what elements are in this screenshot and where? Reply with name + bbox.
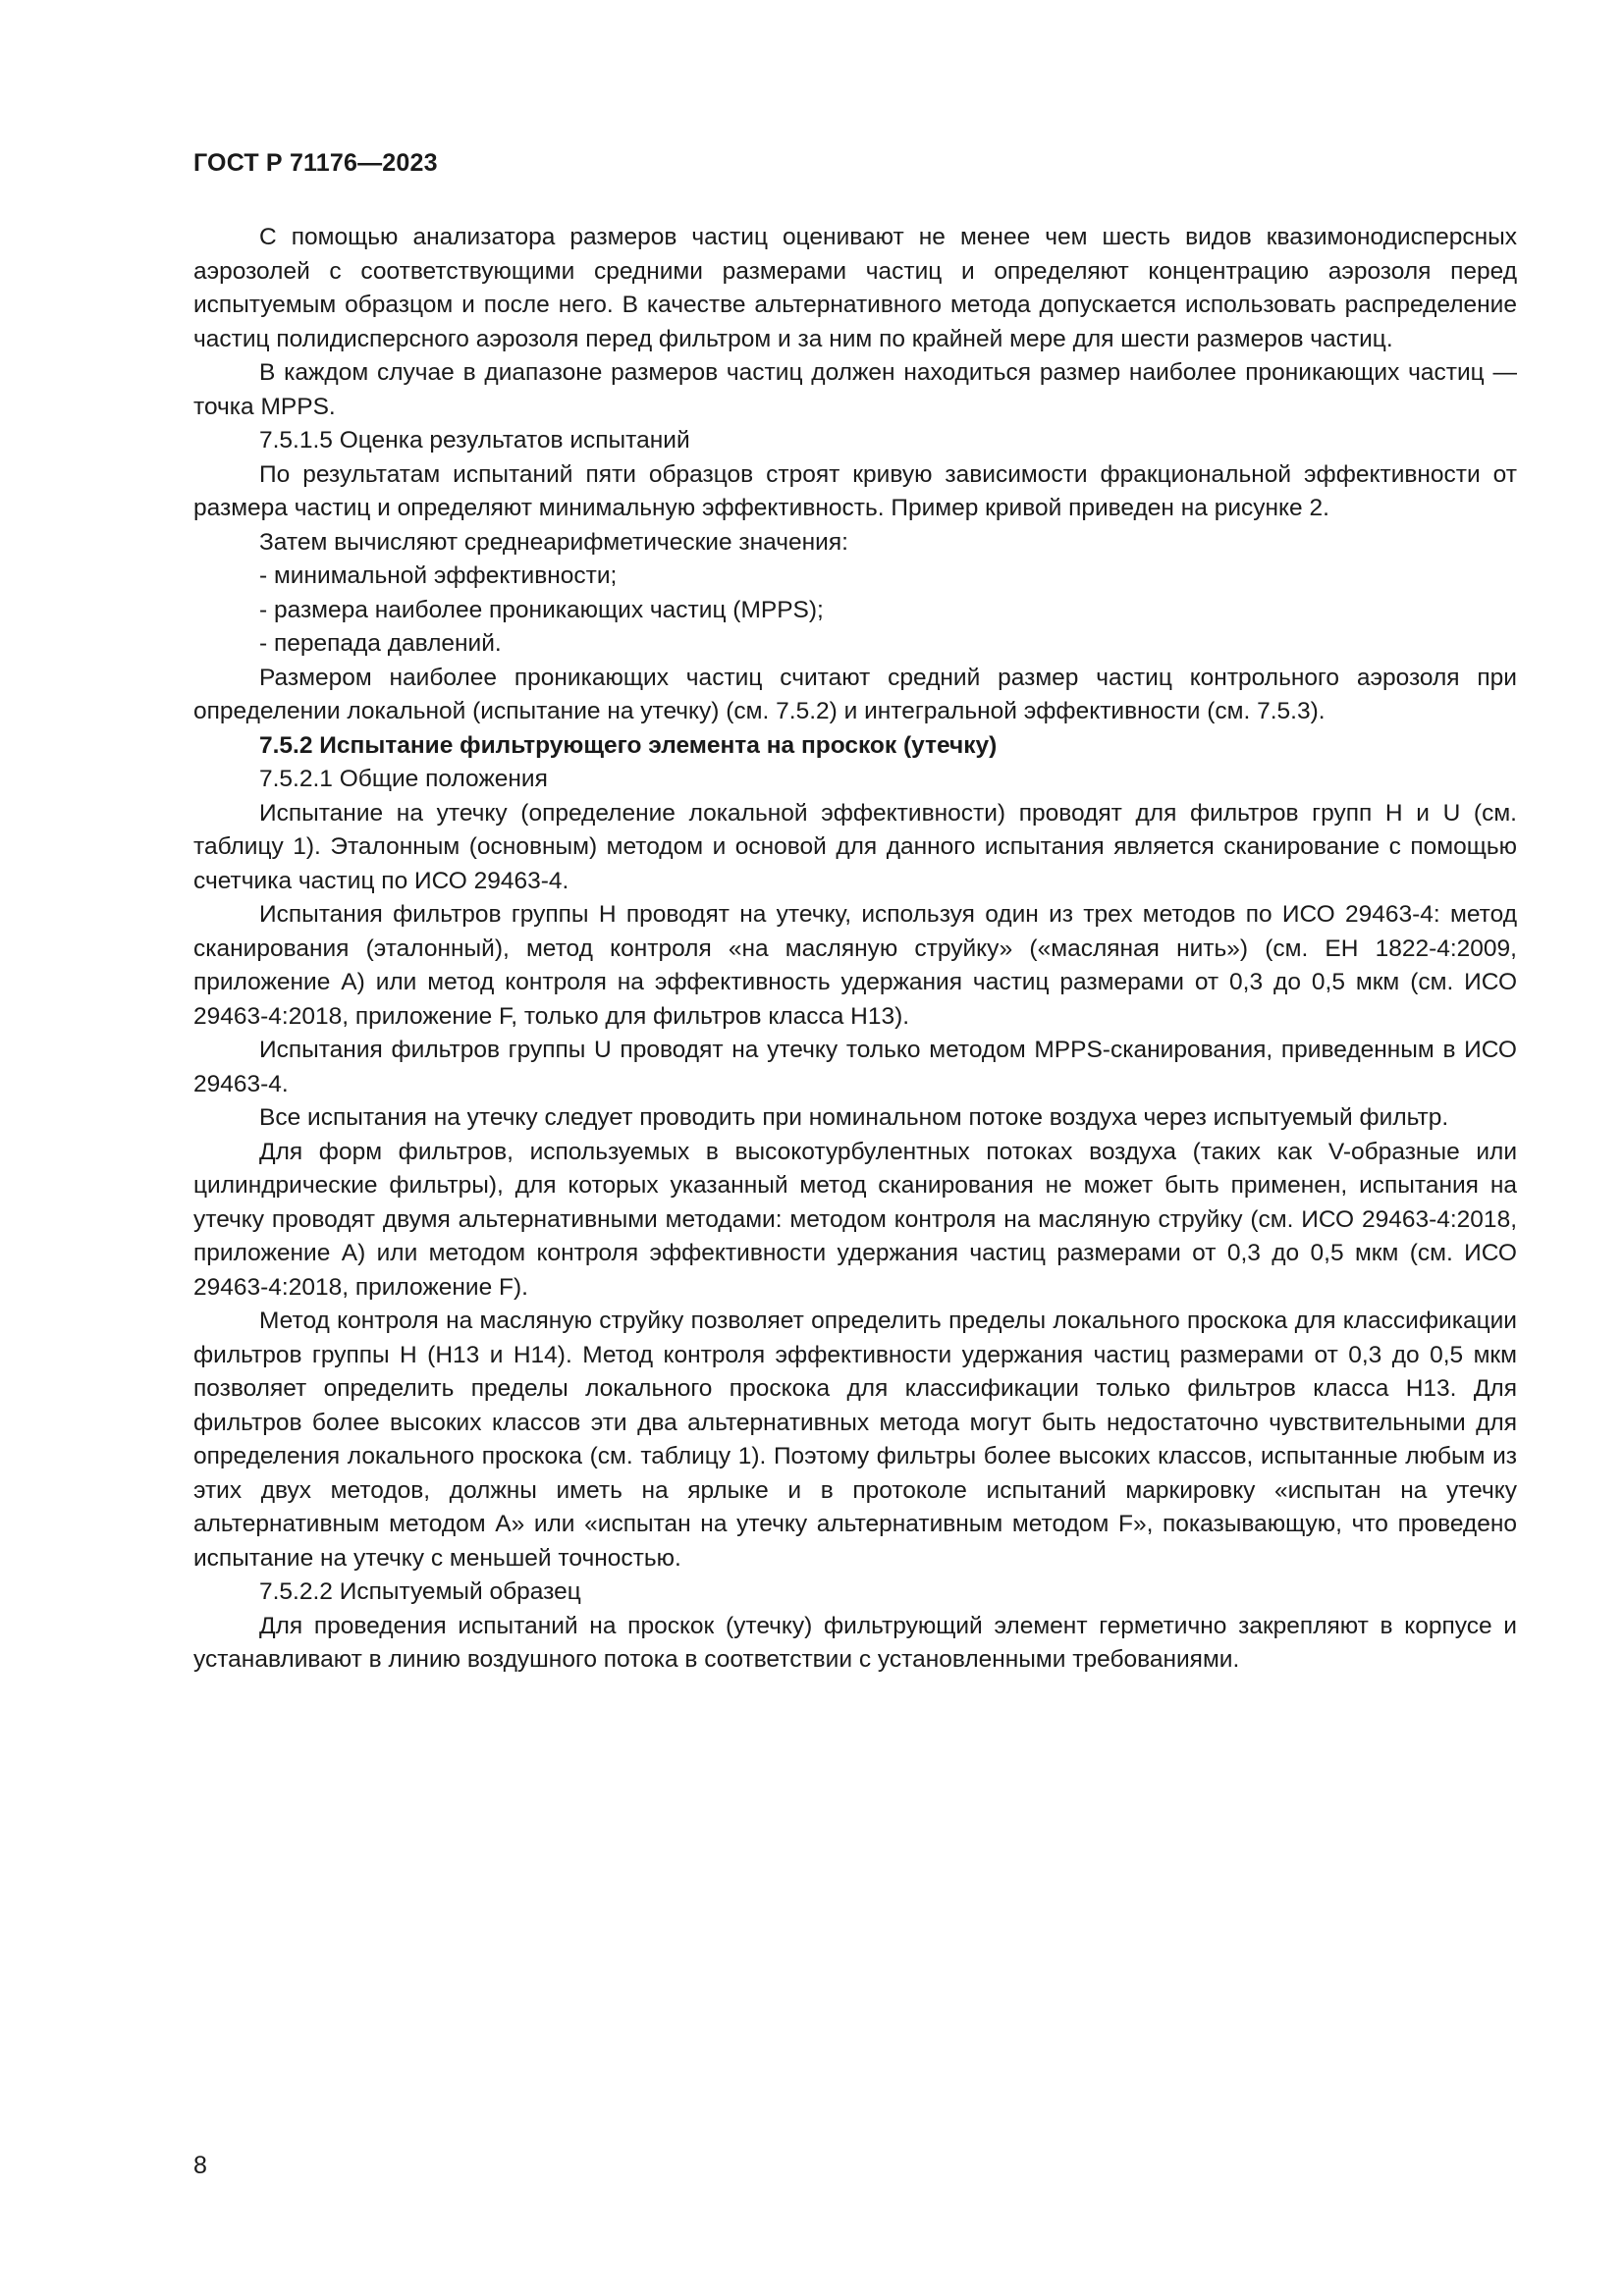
paragraph: Затем вычисляют среднеарифметические значения: xyxy=(259,528,848,556)
subsection-heading: 7.5.1.5 Оценка результатов испытаний xyxy=(259,427,690,454)
list-item: - размера наиболее проникающих частиц (MPPS); xyxy=(259,596,824,623)
paragraph: Испытания фильтров группы U проводят на утечку только методом MPPS-сканирования, приведенным в ИСО 29463-4. xyxy=(193,1037,1517,1097)
paragraph: Метод контроля на масляную струйку позволяет определить пределы локального проскока для классификации фильтров группы Н (Н13 и Н14). Метод контроля эффективности удержания частиц размерами от 0,3 до 0,5 мкм позволяет определить пределы локального проскока для классификации только фильтров класса Н13. Для фильтров более высоких классов эти два альтернативных метода могут быть недостаточно чувствительными для определения локального проскока (см. таблицу 1). Поэтому фильтры более высоких классов, испытанные любым из этих двух методов, должны иметь на ярлыке и в протоколе испытаний маркировку «испытан на утечку альтернативным методом А» или «испытан на утечку альтернативным методом F», показывающую, что проведено испытание на утечку с меньшей точностью. xyxy=(193,1308,1517,1572)
list-item: - перепада давлений. xyxy=(259,630,502,657)
subsection-heading: 7.5.2.2 Испытуемый образец xyxy=(259,1578,581,1605)
paragraph: Все испытания на утечку следует проводить при номинальном потоке воздуха через испытуемый фильтр. xyxy=(259,1104,1449,1131)
document-body xyxy=(193,221,1517,1678)
paragraph: По результатам испытаний пяти образцов строят кривую зависимости фракциональной эффективности от размера частиц и определяют минимальную эффективность. Пример кривой приведен на рисунке 2. xyxy=(193,460,1517,521)
page-number: 8 xyxy=(193,2152,207,2179)
section-heading: 7.5.2 Испытание фильтрующего элемента на проскок (утечку) xyxy=(259,731,998,759)
paragraph: Размером наиболее проникающих частиц считают средний размер частиц контрольного аэрозоля при определении локальной (испытание на утечку) (см. 7.5.2) и интегральной эффективности (см. 7.5.3). xyxy=(193,664,1517,724)
paragraph: В каждом случае в диапазоне размеров частиц должен находиться размер наиболее проникающих частиц — точка MPPS. xyxy=(193,359,1517,420)
paragraph: Для форм фильтров, используемых в высокотурбулентных потоках воздуха (таких как V-образные или цилиндрические фильтры), для которых указанный метод сканирования не может быть применен, испытания на утечку проводят двумя альтернативными методами: методом контроля на масляную струйку (см. ИСО 29463-4:2018, приложение А) или методом контроля эффективности удержания частиц размерами от 0,3 до 0,5 мкм (см. ИСО 29463-4:2018, приложение F). xyxy=(193,1138,1517,1301)
subsection-heading: 7.5.2.1 Общие положения xyxy=(259,766,548,792)
paragraph: С помощью анализатора размеров частиц оценивают не менее чем шесть видов квазимонодисперсных аэрозолей с соответствующими средними размерами частиц и определяют концентрацию аэрозоля перед испытуемым образцом и после него. В качестве альтернативного метода допускается использовать распределение частиц полидисперсного аэрозоля перед фильтром и за ним по крайней мере для шести размеров частиц. xyxy=(193,224,1517,352)
list-item: - минимальной эффективности; xyxy=(259,562,618,589)
document-header: ГОСТ Р 71176—2023 xyxy=(193,149,438,177)
paragraph: Испытания фильтров группы Н проводят на утечку, используя один из трех методов по ИСО 29463-4: метод сканирования (эталонный), метод контроля «на масляную струйку» («масляная нить») (см. ЕН 1822-4:2009, приложение А) или метод контроля на эффективность удержания частиц размерами от 0,3 до 0,5 мкм (см. ИСО 29463-4:2018, приложение F, только для фильтров класса Н13). xyxy=(193,901,1517,1030)
paragraph: Для проведения испытаний на проскок (утечку) фильтрующий элемент герметично закрепляют в корпусе и устанавливают в линию воздушного потока в соответствии с установленными требованиями. xyxy=(193,1612,1517,1673)
paragraph: Испытание на утечку (определение локальной эффективности) проводят для фильтров групп Н и U (см. таблицу 1). Эталонным (основным) методом и основой для данного испытания является сканирование с помощью счетчика частиц по ИСО 29463-4. xyxy=(193,799,1517,894)
